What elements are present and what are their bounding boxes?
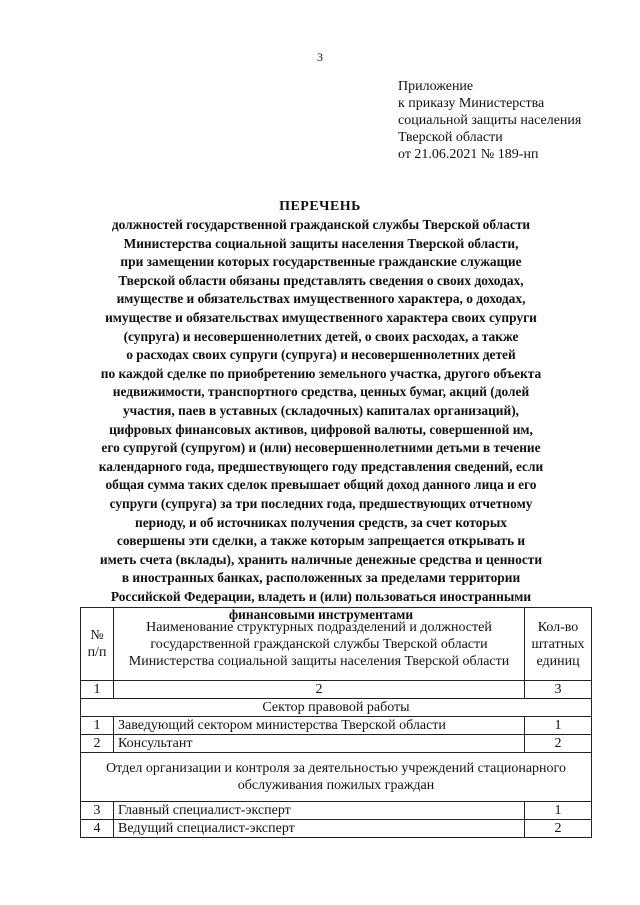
subtitle-line: цифровых финансовых активов, цифровой валюты, совершенной им, <box>109 421 533 437</box>
subtitle-line: финансовыми инструментами <box>228 607 414 623</box>
document-subtitle <box>86 216 556 625</box>
row-position: Ведущий специалист-эксперт <box>114 820 525 838</box>
appendix-block <box>398 78 628 163</box>
row-number: 2 <box>81 735 114 753</box>
numbering-cell: 1 <box>81 681 114 699</box>
row-number: 3 <box>81 802 114 820</box>
subtitle-line: супруги (супруга) за три последних года, предшествующих отчетному <box>109 495 533 511</box>
row-position: Главный специалист-эксперт <box>114 802 525 820</box>
page-number: 3 <box>317 50 323 64</box>
table-row <box>81 717 592 735</box>
subtitle-line: в иностранных банках, расположенных за пределами территории <box>121 570 521 586</box>
subtitle-line: периоду, и об источниках получения средств, за счет которых <box>134 514 507 530</box>
table-header-row <box>81 608 592 681</box>
subtitle-line: иметь счета (вклады), хранить наличные денежные средства и ценности <box>99 551 543 567</box>
subtitle-line: недвижимости, транспортного средства, ценных бумаг, акций (долей <box>112 384 530 400</box>
subtitle-line: Российской Федерации, владеть и (или) пользоваться иностранными <box>110 588 532 604</box>
table-row <box>81 820 592 838</box>
subtitle-line: при замещении которых государственные гражданские служащие <box>120 254 522 270</box>
row-position: Заведующий сектором министерства Тверской области <box>114 717 525 735</box>
row-count: 2 <box>525 820 592 838</box>
section-title: Отдел организации и контроля за деятельностью учреждений стационарного обслуживания пожилых граждан <box>81 753 592 802</box>
table-row <box>81 802 592 820</box>
appendix-line: от 21.06.2021 № 189-нп <box>398 147 539 162</box>
document-title: ПЕРЕЧЕНЬ <box>279 199 361 214</box>
row-count: 1 <box>525 717 592 735</box>
numbering-cell: 3 <box>525 681 592 699</box>
table-numbering-row <box>81 681 592 699</box>
row-count: 2 <box>525 735 592 753</box>
header-name: Наименование структурных подразделений и должностей государственной гражданской службы Тверской области Министерства социальной защиты населения Тверской области <box>114 608 525 681</box>
section-row <box>81 699 592 717</box>
subtitle-line: его супругой (супругом) и (или) несовершеннолетними детьми в течение <box>101 440 541 456</box>
subtitle-line: должностей государственной гражданской службы Тверской области <box>111 217 531 232</box>
subtitle-line: общая сумма таких сделок превышает общий доход данного лица и его <box>105 477 537 493</box>
row-count: 1 <box>525 802 592 820</box>
subtitle-line: участия, паев в уставных (складочных) капиталах организаций), <box>122 402 520 418</box>
row-number: 4 <box>81 820 114 838</box>
subtitle-line: Тверской области обязаны представлять сведения о своих доходах, <box>118 272 524 288</box>
table-row <box>81 735 592 753</box>
numbering-cell: 2 <box>114 681 525 699</box>
section-row <box>81 753 592 802</box>
header-count: Кол-во штатных единиц <box>525 608 592 681</box>
subtitle-line: Министерства социальной защиты населения Тверской области, <box>123 235 519 251</box>
appendix-line: Приложение <box>398 79 474 94</box>
appendix-line: социальной защиты населения <box>398 113 582 128</box>
subtitle-line: календарного года, предшествующего году представления сведений, если <box>98 458 544 474</box>
subtitle-line: о расходах своих супруги (супруга) и несовершеннолетних детей <box>126 347 516 363</box>
subtitle-line: по каждой сделке по приобретению земельного участка, другого объекта <box>100 365 542 381</box>
subtitle-line: (супруга) и несовершеннолетних детей, о своих расходах, а также <box>123 328 519 344</box>
subtitle-line: имуществе и обязательствах имущественного характера, о доходах, <box>116 291 526 307</box>
appendix-line: к приказу Министерства <box>398 96 545 111</box>
positions-table <box>80 607 592 838</box>
subtitle-line: имуществе и обязательствах имущественного характера своих супруги <box>105 309 537 325</box>
row-number: 1 <box>81 717 114 735</box>
subtitle-line: совершены эти сделки, а также которым запрещается открывать и <box>116 533 526 549</box>
appendix-line: Тверской области <box>398 130 503 145</box>
row-position: Консультант <box>114 735 525 753</box>
header-number: № п/п <box>81 608 114 681</box>
section-title: Сектор правовой работы <box>81 699 592 717</box>
